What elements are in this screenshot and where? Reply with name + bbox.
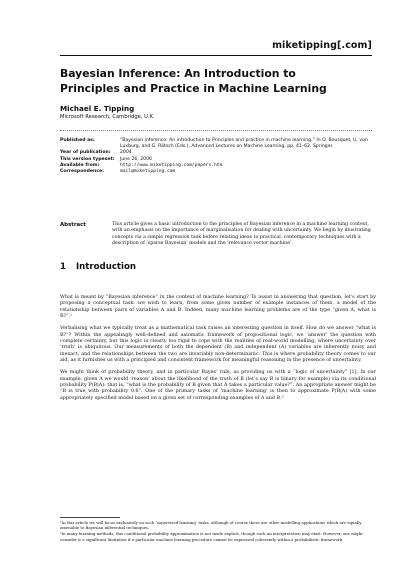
paragraph-1: What is meant by “Bayesian inference” in the context of machine learning? To assist in answering that question, let’s start by proposing a conceptual task: we wish to learn, from some given number of example instances of them, a model of the relationship between pairs of variables A and B. Indeed, many machine learning problems are of the type “given A, what is B?”.¹ — [60, 294, 376, 320]
version-value: June 26, 2006 — [120, 156, 152, 162]
header-rule — [60, 55, 372, 56]
published-value: “Bayesian inference: An introduction to Principles and practice in machine learning.” In O. Bousquet, U. von Luxburg, and G. Rätsch (Eds.), Advanced Lectures on Machine Learning, pp. 41–62. Springer. — [120, 138, 368, 150]
paragraph-2: Verbalising what we typically treat as a mathematical task raises an interesting question in itself. How do we answer “what is B?”? Within the appealingly well-defined and axiomatic framework of propositional logic, we ‘answer’ the question with complete certainty, but this logic is clearly too rigid to cope with the realities of real-world modelling, where uncertainty over ‘truth’ is ubiquitous. Our measurements of both the dependent (B) and independent (A) variables are inherently noisy and inexact, and the relationships between the two are invariably non-deterministic. This is where probability theory comes to our aid, as it furnishes us with a principled and consistent framework for meaningful reasoning in the presence of uncertainty. — [60, 325, 376, 364]
section-number: 1 — [60, 262, 66, 272]
footnote-1: ¹In this article we will focus exclusively on such ‘supervised learning’ tasks, although of course there are other modelling applications which are equally amenable to Bayesian inferential techniques. — [60, 520, 362, 531]
abstract-text: This article gives a basic introduction to the principles of Bayesian inference in a machine learning context, with an emphasis on the importance of marginalisation for dealing with uncertainty. We begin by illustrating concepts via a simple regression task before relating ideas to practical, contemporary techniques with a description of ‘sparse Bayesian’ models and the ‘relevance vector machine’. — [112, 222, 371, 246]
abstract-block — [60, 222, 376, 247]
abstract-label: Abstract — [60, 222, 86, 228]
available-label: Available from: — [60, 162, 100, 168]
dotted-divider — [60, 130, 372, 131]
published-label: Published as: — [60, 138, 95, 143]
paper-title — [60, 66, 380, 96]
author-affiliation: Microsoft Research, Cambridge, U.K. — [60, 114, 155, 120]
section-heading — [60, 262, 136, 272]
publication-metadata — [60, 138, 376, 175]
title-line-2: Principles and Practice in Machine Learning — [60, 82, 327, 95]
version-label: This version typeset: — [60, 156, 115, 162]
year-value: 2004 — [120, 150, 132, 156]
title-line-1: Bayesian Inference: An Introduction to — [60, 67, 296, 80]
correspondence-email[interactable]: mail@miketipping.com — [120, 169, 176, 175]
footnotes — [60, 520, 376, 543]
body-text — [60, 294, 376, 407]
year-label: Year of publication: — [60, 150, 111, 156]
meta-row-correspondence — [60, 169, 376, 175]
footnote-rule — [60, 517, 120, 518]
meta-row-published — [60, 138, 376, 150]
correspondence-label: Correspondence: — [60, 169, 104, 175]
paragraph-3: We might think of probability theory, and in particular Bayes’ rule, as providing us with a “logic of uncertainty” [1]. In our example, given A we would ‘reason’ about the likelihood of the truth of B (let’s say B is binary for example) via its conditional probability P(B|A): that is, “what is the probability of B given that A takes a particular value?”. An appropriate answer might be “B is true with probability 0.6”. One of the primary tasks of ‘machine learning’ is then to approximate P(B|A) with some appropriately specified model based on a given set of corresponding examples of A and B.² — [60, 369, 376, 401]
available-link[interactable]: http://www.miketipping.com/papers.htm — [120, 162, 223, 168]
brand-logo[interactable]: miketipping[.com] — [272, 40, 372, 51]
author-name: Michael E. Tipping — [60, 104, 135, 113]
footnote-2: ²In many learning methods, this conditional probability approximation is not made explicit, though such an interpretation may exist. However, one might consider it a significant limitation if a particular machine learning procedure cannot be expressed coherently within a probabilistic framework. — [60, 531, 363, 542]
section-title: Introduction — [75, 262, 136, 272]
